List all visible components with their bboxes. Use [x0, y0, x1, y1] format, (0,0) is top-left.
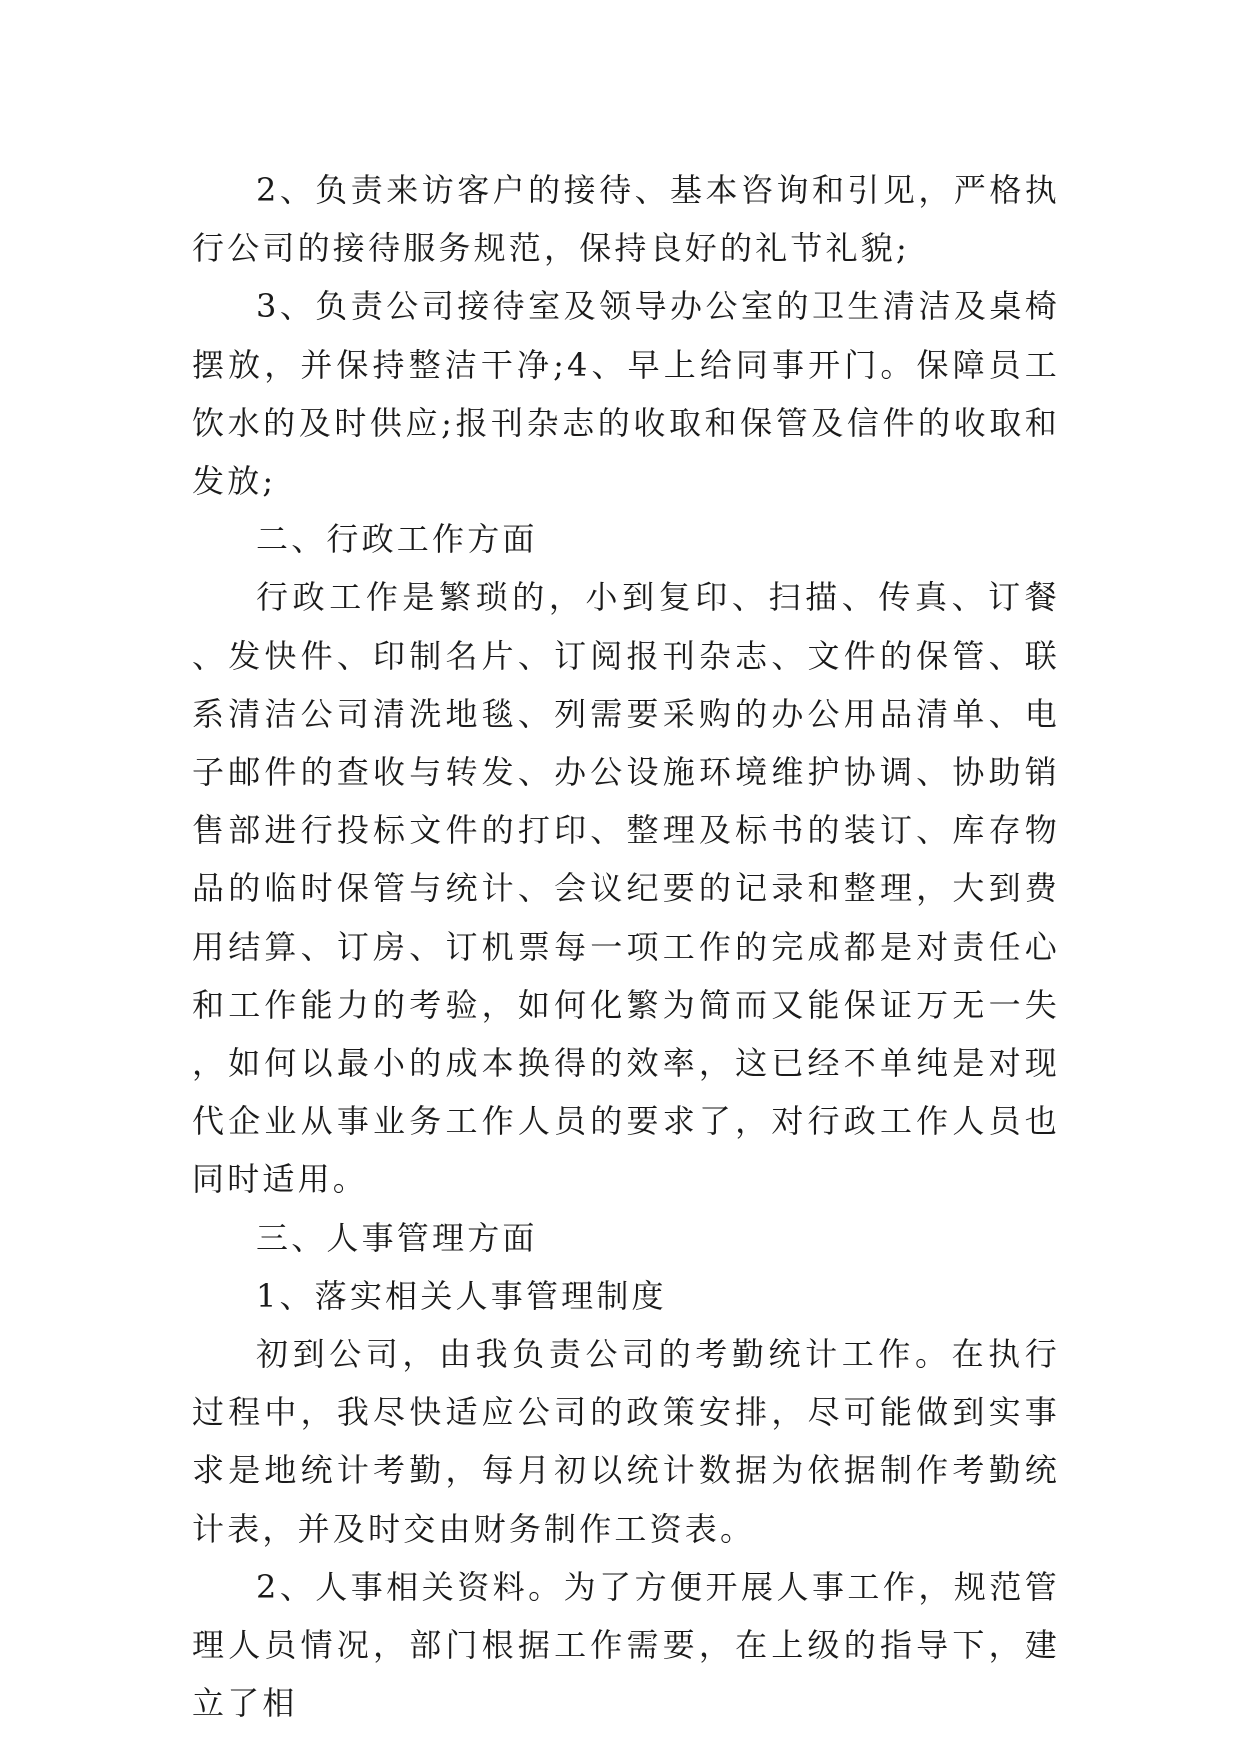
subheading-personnel-policies: 1、落实相关人事管理制度 [256, 1276, 667, 1315]
paragraph-attendance-statistics: 初到公司，由我负责公司的考勤统计工作。在执行过程中，我尽快适应公司的政策安排，尽可能做到实事求是地统计考勤，每月初以统计数据为依据制作考勤统计表，并及时交由财务制作工资表。 [192, 1335, 1060, 1548]
heading-administrative-work: 二、行政工作方面 [256, 520, 538, 559]
paragraph-cleaning-duties: 3、负责公司接待室及领导办公室的卫生清洁及桌椅摆放，并保持整洁干净;4、早上给同事开门。保障员工饮水的及时供应;报刊杂志的收取和保管及信件的收取和发放; [192, 287, 1060, 501]
paragraph-reception-duties: 2、负责来访客户的接待、基本咨询和引见，严格执行公司的接待服务规范，保持良好的礼节礼貌; [192, 171, 1060, 268]
paragraph-administrative-work: 行政工作是繁琐的，小到复印、扫描、传真、订餐、发快件、印制名片、订阅报刊杂志、文件的保管、联系清洁公司清洗地毯、列需要采购的办公用品清单、电子邮件的查收与转发、办公设施环境维护协调、协助销售部进行投标文件的打印、整理及标书的装订、库存物品的临时保管与统计、会议纪要的记录和整理，大到费用结算、订房、订机票每一项工作的完成都是对责任心和工作能力的考验，如何化繁为简而又能保证万无一失，如何以最小的成本换得的效率，这已经不单纯是对现代企业从事业务工作人员的要求了，对行政工作人员也同时适用。 [192, 578, 1060, 1199]
document-page [192, 161, 1060, 1732]
paragraph-personnel-records: 2、人事相关资料。为了方便开展人事工作，规范管理人员情况，部门根据工作需要，在上级的指导下，建立了相 [192, 1567, 1060, 1723]
heading-personnel-management: 三、人事管理方面 [256, 1218, 538, 1257]
